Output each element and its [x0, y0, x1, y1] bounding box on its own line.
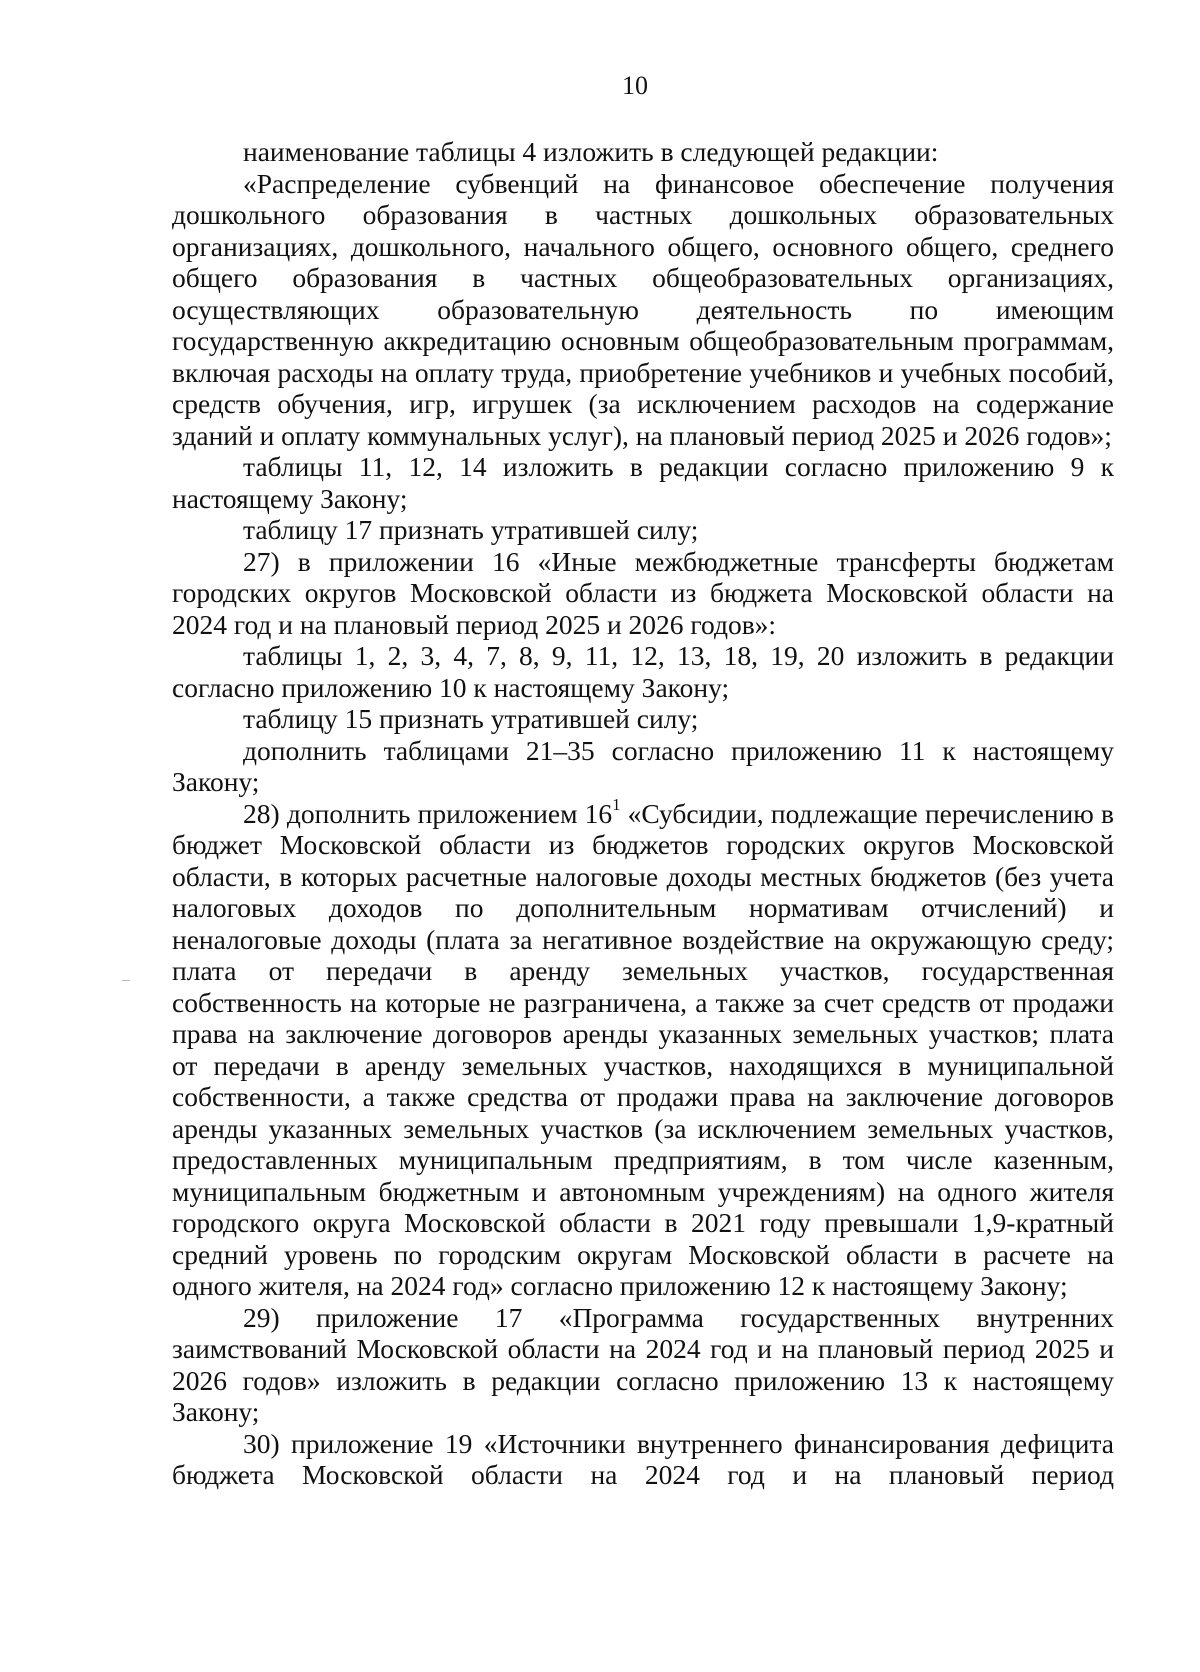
paragraph-table17-void: таблицу 17 признать утратившей силу;	[243, 514, 699, 545]
paragraph-item-28	[172, 794, 1114, 1302]
paragraph-table4-title-text: «Распределение субвенций на финансовое обеспечение получения дошкольного образования в частных дошкольных образовательных организациях, дошкольного, начального общего, основного общего, среднего общего образования в частных общеобразовательных организациях, осуществляющих образовательную деятельность по имеющим государственную аккредитацию основным общеобразовательным программам, включая расходы на оплату труда, приобретение учебников и учебных пособий, средств обучения, игр, игрушек (за исключением расходов на содержание зданий и оплату коммунальных услуг), на плановый период 2025 и 2026 годов»;	[172, 167, 1114, 451]
paragraph-item-30: 30) приложение 19 «Источники внутреннего финансирования дефицита бюджета Московской области на 2024 год и на плановый период	[172, 1427, 1114, 1490]
paragraph-table4-title-intro: наименование таблицы 4 изложить в следующей редакции:	[243, 136, 939, 167]
document-body	[172, 136, 1114, 1491]
item-28-text: «Субсидии, подлежащие перечислению в бюджет Московской области из бюджетов городских округов Московской области, в которых расчетные налоговые доходы местных бюджетов (без учета налоговых доходов по дополнительным нормативам отчислений) и неналоговые доходы (плата за негативное воздействие на окружающую среду; плата от передачи в аренду земельных участков, государственная собственность на которые не разграничена, а также за счет средств от продажи права на заключение договоров аренды указанных земельных участков; плата от передачи в аренду земельных участков, находящихся в муниципальной собственности, а также средства от продажи права на заключение договоров аренды указанных земельных участков (за исключением земельных участков, предоставленных муниципальным предприятиям, в том числе казенным, муниципальным бюджетным и автономным учреждениям) на одного жителя городского округа Московской области в 2021 году превышали 1,9-кратный средний уровень по городским округам Московской области в расчете на одного жителя, на 2024 год» согласно приложению 12 к настоящему Закону;	[172, 797, 1114, 1301]
paragraph-item-27: 27) в приложении 16 «Иные межбюджетные трансферты бюджетам городских округов Московской области из бюджета Московской области на 2024 год и на плановый период 2025 и 2026 годов»:	[172, 545, 1114, 640]
paragraph-tables-21-35: дополнить таблицами 21–35 согласно приложению 11 к настоящему Закону;	[172, 734, 1114, 797]
item-28-superscript: 1	[612, 794, 621, 814]
paragraph-tables-annex10: таблицы 1, 2, 3, 4, 7, 8, 9, 11, 12, 13, 18, 19, 20 изложить в редакции согласно приложению 10 к настоящему Закону;	[172, 640, 1114, 703]
scan-artifact-mark	[122, 980, 130, 981]
paragraph-tables-11-12-14: таблицы 11, 12, 14 изложить в редакции согласно приложению 9 к настоящему Закону;	[172, 451, 1114, 514]
page-number: 10	[622, 71, 648, 100]
paragraph-table15-void: таблицу 15 признать утратившей силу;	[243, 703, 699, 734]
item-28-lead: 28) дополнить приложением 16	[243, 797, 613, 829]
paragraph-item-29: 29) приложение 17 «Программа государственных внутренних заимствований Московской области на 2024 год и на плановый период 2025 и 2026 годов» изложить в редакции согласно приложению 13 к настоящему Закону;	[172, 1301, 1114, 1427]
